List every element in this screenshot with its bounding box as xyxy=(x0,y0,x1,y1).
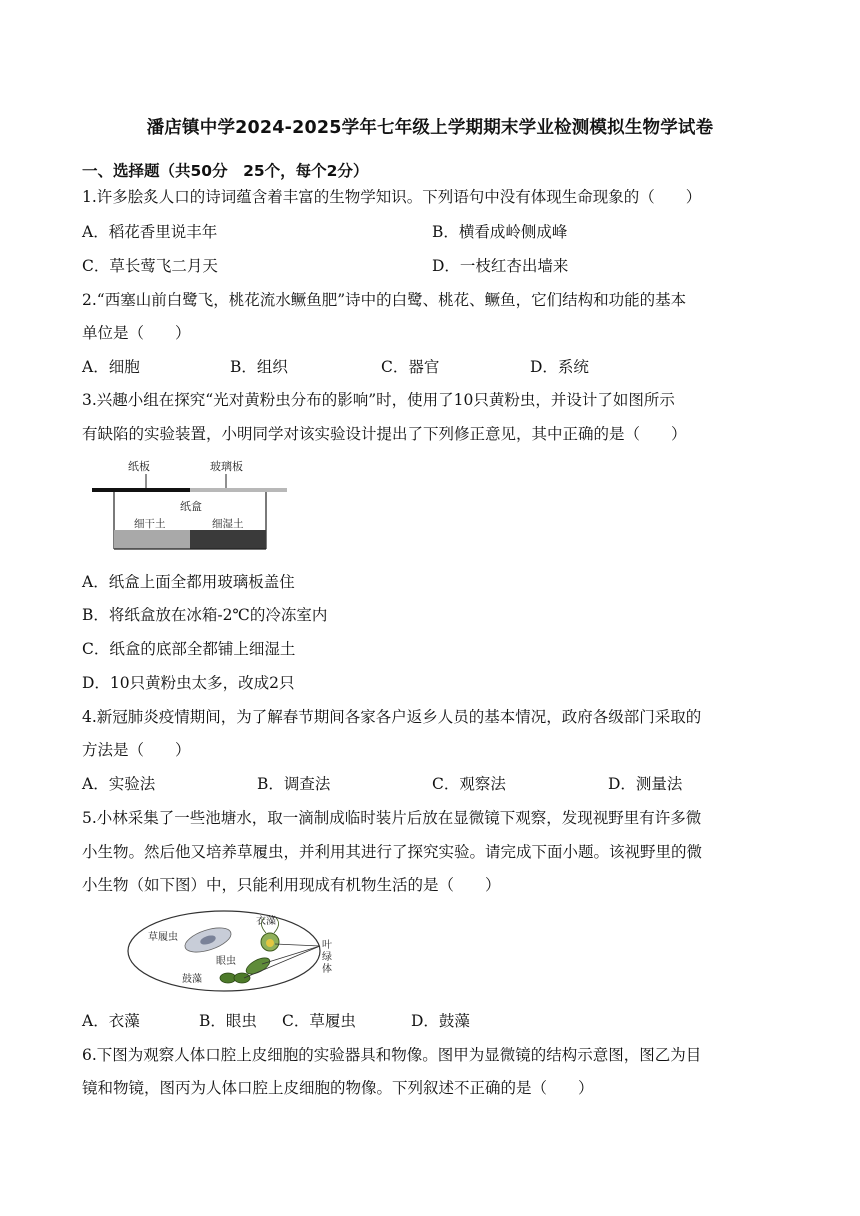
desmid-right xyxy=(234,973,250,983)
q5-option-c: C．草履虫 xyxy=(282,1012,356,1030)
label-desmid: 鼓藻 xyxy=(182,974,202,985)
question-6-stem-line2: 镜和物镜，图丙为人体口腔上皮细胞的物像。下列叙述不正确的是（ ） xyxy=(82,1079,594,1097)
chloroplast-pointer-1 xyxy=(275,944,320,946)
q1-option-a: A．稻花香里说丰年 xyxy=(82,223,218,241)
q4-option-c: C．观察法 xyxy=(432,775,506,793)
glass-board xyxy=(190,488,287,492)
q3-option-b: B．将纸盒放在冰箱-2℃的冷冻室内 xyxy=(82,606,328,624)
q2-option-b: B．组织 xyxy=(230,358,288,376)
q5-option-d: D．鼓藻 xyxy=(411,1012,470,1030)
q5-option-a: A．衣藻 xyxy=(82,1012,140,1030)
chlamydomonas-eyespot xyxy=(266,939,274,947)
q1-option-d: D．一枝红杏出墙来 xyxy=(432,257,569,275)
label-chloroplast-2: 绿 xyxy=(322,952,332,963)
label-paper-box: 纸盒 xyxy=(180,500,202,513)
section-heading: 一、选择题（共50分 25个，每个2分） xyxy=(82,162,369,180)
page-title: 潘店镇中学2024-2025学年七年级上学期期末学业检测模拟生物学试卷 xyxy=(146,118,714,138)
q2-option-d: D．系统 xyxy=(530,358,589,376)
q4-option-b: B．调查法 xyxy=(257,775,331,793)
question-1-stem: 1.许多脍炙人口的诗词蕴含着丰富的生物学知识。下列语句中没有体现生命现象的（ ） xyxy=(82,188,702,206)
q3-option-a: A．纸盒上面全都用玻璃板盖住 xyxy=(82,573,295,591)
label-euglena: 眼虫 xyxy=(216,956,236,967)
q1-option-b: B．横看成岭侧成峰 xyxy=(432,223,568,241)
q5-option-b: B．眼虫 xyxy=(199,1012,257,1030)
wet-soil-layer xyxy=(190,530,266,549)
question-3-stem-line1: 3.兴趣小组在探究“光对黄粉虫分布的影响”时，使用了10只黄粉虫，并设计了如图所示 xyxy=(82,391,675,409)
dry-soil-layer xyxy=(114,530,190,549)
question-2-stem-line1: 2.“西塞山前白鹭飞，桃花流水鳜鱼肥”诗中的白鹭、桃花、鳜鱼，它们结构和功能的基本 xyxy=(82,291,687,309)
q2-option-a: A．细胞 xyxy=(82,358,140,376)
label-chloroplast-3: 体 xyxy=(322,964,332,975)
q3-option-c: C．纸盒的底部全都铺上细湿土 xyxy=(82,640,296,658)
question-5-stem-line3: 小生物（如下图）中，只能利用现成有机物生活的是（ ） xyxy=(82,876,501,894)
label-chlamydomonas: 衣藻 xyxy=(256,916,276,927)
q4-option-d: D．测量法 xyxy=(608,775,683,793)
label-paper-board: 纸板 xyxy=(128,460,150,473)
label-paramecium: 草履虫 xyxy=(148,932,178,943)
question-4-stem-line2: 方法是（ ） xyxy=(82,741,191,759)
q1-option-c: C．草长莺飞二月天 xyxy=(82,257,218,275)
label-glass-board: 玻璃板 xyxy=(210,460,243,473)
label-wet-soil: 细湿土 xyxy=(212,518,244,530)
q2-option-c: C．器官 xyxy=(381,358,440,376)
microscope-field-figure xyxy=(120,906,352,996)
question-5-stem-line2: 小生物。然后他又培养草履虫，并利用其进行了探究实验。请完成下面小题。该视野里的微 xyxy=(82,843,703,861)
question-3-stem-line2: 有缺陷的实验装置，小明同学对该实验设计提出了下列修正意见，其中正确的是（ ） xyxy=(82,425,687,443)
q4-option-a: A．实验法 xyxy=(82,775,156,793)
q3-option-d: D．10只黄粉虫太多，改成2只 xyxy=(82,674,295,692)
label-chloroplast-1: 叶 xyxy=(322,940,332,951)
question-4-stem-line1: 4.新冠肺炎疫情期间，为了解春节期间各家各户返乡人员的基本情况，政府各级部门采取的 xyxy=(82,708,702,726)
question-5-stem-line1: 5.小林采集了一些池塘水，取一滴制成临时装片后放在显微镜下观察，发现视野里有许多微 xyxy=(82,809,702,827)
question-2-stem-line2: 单位是（ ） xyxy=(82,324,191,342)
question-6-stem-line1: 6.下图为观察人体口腔上皮细胞的实验器具和物像。图甲为显微镜的结构示意图，图乙为目 xyxy=(82,1046,702,1064)
label-dry-soil: 细干土 xyxy=(134,518,166,530)
paper-board xyxy=(92,488,190,492)
experiment-box-figure xyxy=(88,454,292,554)
euglena-shape xyxy=(244,955,273,978)
